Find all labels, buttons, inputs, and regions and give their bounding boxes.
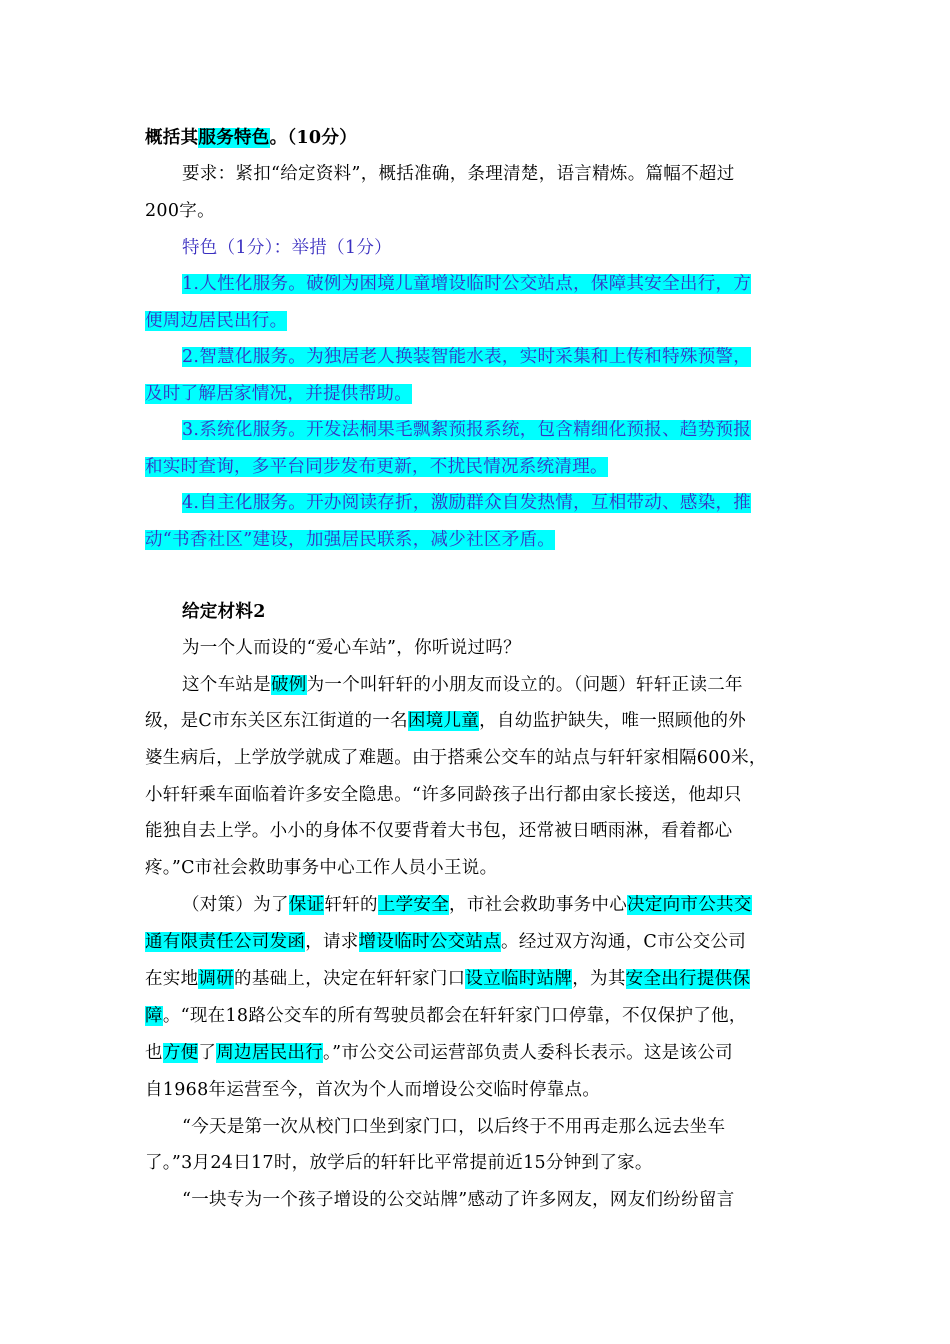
question-requirement: 要求：紧扣“给定资料”，概括准确，条理清楚，语言精炼。篇幅不超过	[182, 164, 735, 184]
highlight: 服务特色	[198, 128, 270, 148]
material-intro: 为一个人而设的“爱心车站”，你听说过吗？	[182, 638, 521, 658]
material-line-11: 也方便了周边居民出行。”市公交公司运营部负责人委科长表示。这是该公司	[145, 1043, 733, 1063]
answer-item-1-cont: 便周边居民出行。	[145, 311, 288, 331]
answer-item-3-cont: 和实时查询，多平台同步发布更新，不扰民情况系统清理。	[145, 457, 608, 477]
answer-item-1: 1.人性化服务。破例为困境儿童增设临时公交站点，保障其安全出行，方	[182, 274, 752, 294]
material-line-9: 在实地调研的基础上，决定在轩轩家门口设立临时站牌，为其安全出行提供保	[145, 969, 751, 989]
material-title: 给定材料2	[182, 602, 266, 622]
material-line-3: 婆生病后，上学放学就成了难题。由于搭乘公交车的站点与轩轩家相隔600米，	[145, 748, 767, 768]
material-line-12: 自1968年运营至今，首次为个人而增设公交临时停靠点。	[145, 1080, 601, 1100]
material-line-10: 障。“现在18路公交车的所有驾驶员都会在轩轩家门口停靠，不仅保护了他，	[145, 1006, 747, 1026]
question-title: 概括其服务特色。（10分）	[145, 128, 358, 148]
material-line-6: 疼。”C市社会救助事务中心工作人员小王说。	[145, 858, 498, 878]
answer-item-4-cont: 动“书香社区”建设，加强居民联系，减少社区矛盾。	[145, 530, 556, 550]
material-line-7: （对策）为了保证轩轩的上学安全，市社会救助事务中心决定向市公共交	[182, 895, 752, 915]
answer-item-2: 2.智慧化服务。为独居老人换装智能水表，实时采集和上传和特殊预警，	[182, 347, 752, 367]
material-line-13: “今天是第一次从校门口坐到家门口，以后终于不用再走那么远去坐车	[182, 1117, 726, 1137]
question-requirement-cont: 200字。	[145, 201, 215, 221]
answer-item-3: 3.系统化服务。开发法桐果毛飘絮预报系统，包含精细化预报、趋势预报	[182, 420, 752, 440]
answer-item-4: 4.自主化服务。开办阅读存折，激励群众自发热情，互相带动、感染，推	[182, 493, 752, 513]
material-line-14: 了。”3月24日17时，放学后的轩轩比平常提前近15分钟到了家。	[145, 1153, 653, 1173]
material-line-8: 通有限责任公司发函，请求增设临时公交站点。经过双方沟通，C市公交公司	[145, 932, 747, 952]
material-line-4: 小轩轩乘车面临着许多安全隐患。“许多同龄孩子出行都由家长接送，他却只	[145, 785, 742, 805]
material-line-1: 这个车站是破例为一个叫轩轩的小朋友而设立的。（问题）轩轩正读二年	[182, 675, 743, 695]
answer-item-2-cont: 及时了解居家情况，并提供帮助。	[145, 384, 412, 404]
material-line-2: 级，是C市东关区东江街道的一名困境儿童，自幼监护缺失，唯一照顾他的外	[145, 711, 747, 731]
material-line-15: “一块专为一个孩子增设的公交站牌”感动了许多网友，网友们纷纷留言	[182, 1190, 735, 1210]
material-line-5: 能独自去上学。小小的身体不仅要背着大书包，还常被日晒雨淋，看着都心	[145, 821, 733, 841]
answer-header: 特色（1分）：举措（1分）	[182, 238, 392, 258]
